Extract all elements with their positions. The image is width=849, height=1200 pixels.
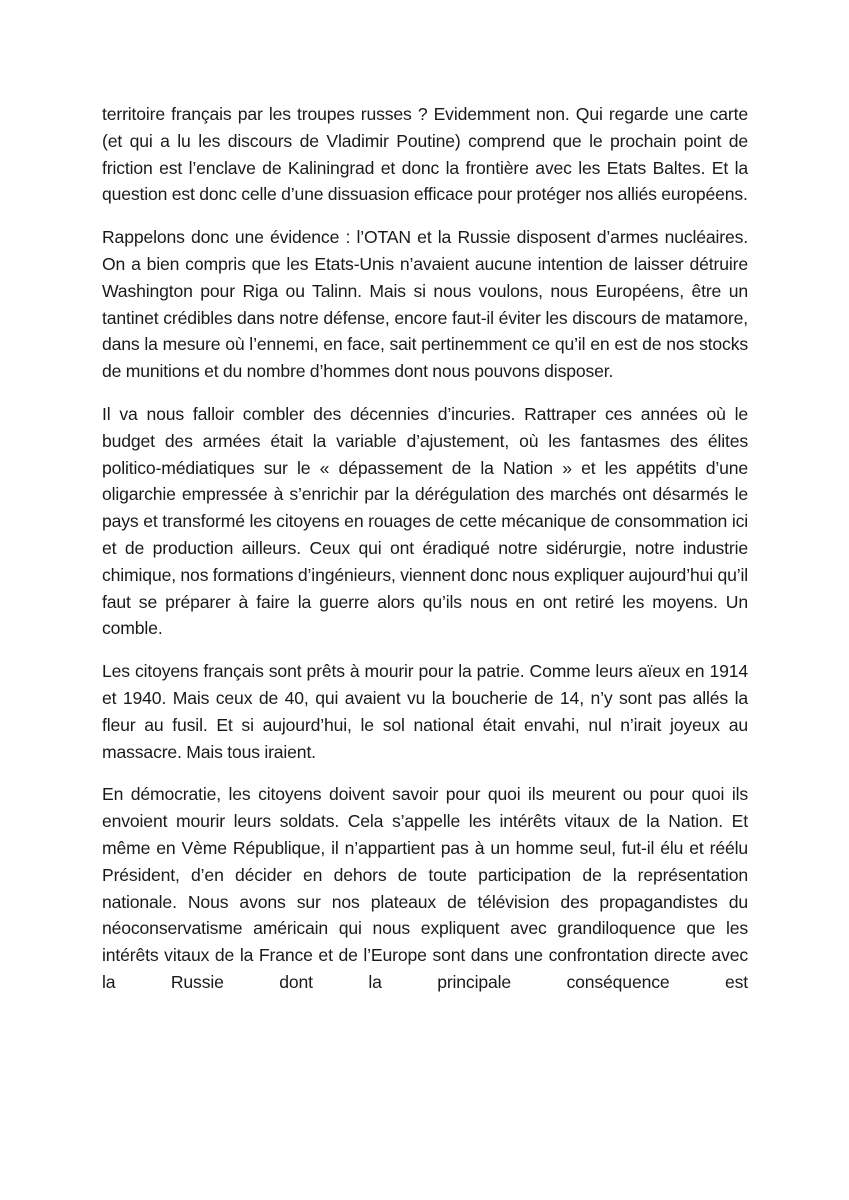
paragraph-4: Les citoyens français sont prêts à mourir pour la patrie. Comme leurs aïeux en 1914 et 1940. Mais ceux de 40, qui avaient vu la boucherie de 14, n’y sont pas allés la fleur au fusil. Et si aujourd’hui, le sol national était envahi, nul n’irait joyeux au massacre. Mais tous iraient. <box>102 661 748 762</box>
document-page <box>102 101 748 1012</box>
paragraph-3: Il va nous falloir combler des décennies d’incuries. Rattraper ces années où le budget des armées était la variable d’ajustement, où les fantasmes des élites politico-médiatiques sur le « dépassement de la Nation » et les appétits d’une oligarchie empressée à s’enrichir par la dérégulation des marchés ont désarmés le pays et transformé les citoyens en rouages de cette mécanique de consommation ici et de production ailleurs. Ceux qui ont éradiqué notre sidérurgie, notre industrie chimique, nos formations d’ingénieurs, viennent donc nous expliquer aujourd’hui qu’il faut se préparer à faire la guerre alors qu’ils nous en ont retiré les moyens. Un comble. <box>102 403 748 639</box>
paragraph-2: Rappelons donc une évidence : l’OTAN et la Russie disposent d’armes nucléaires. On a bien compris que les Etats-Unis n’avaient aucune intention de laisser détruire Washington pour Riga ou Talinn. Mais si nous voulons, nous Européens, être un tantinet crédibles dans notre défense, encore faut-il éviter les discours de matamore, dans la mesure où l’ennemi, en face, sait pertinemment ce qu’il en est de nos stocks de munitions et du nombre d’hommes dont nous pouvons disposer. <box>102 227 748 382</box>
paragraph-5: En démocratie, les citoyens doivent savoir pour quoi ils meurent ou pour quoi ils envoient mourir leurs soldats. Cela s’appelle les intérêts vitaux de la Nation. Et même en Vème République, il n’appartient pas à un homme seul, fut-il élu et réélu Président, d’en décider en dehors de toute participation de la représentation nationale. Nous avons sur nos plateaux de télévision des propagandistes du néoconservatisme américain qui nous expliquent avec grandiloquence que les intérêts vitaux de la France et de l’Europe sont dans une confrontation directe avec la Russie dont la principale conséquence est <box>102 784 748 992</box>
paragraph-1: territoire français par les troupes russes ? Evidemment non. Qui regarde une carte (et qui a lu les discours de Vladimir Poutine) comprend que le prochain point de friction est l’enclave de Kaliningrad et donc la frontière avec les Etats Baltes. Et la question est donc celle d’une dissuasion efficace pour protéger nos alliés européens. <box>102 104 748 205</box>
